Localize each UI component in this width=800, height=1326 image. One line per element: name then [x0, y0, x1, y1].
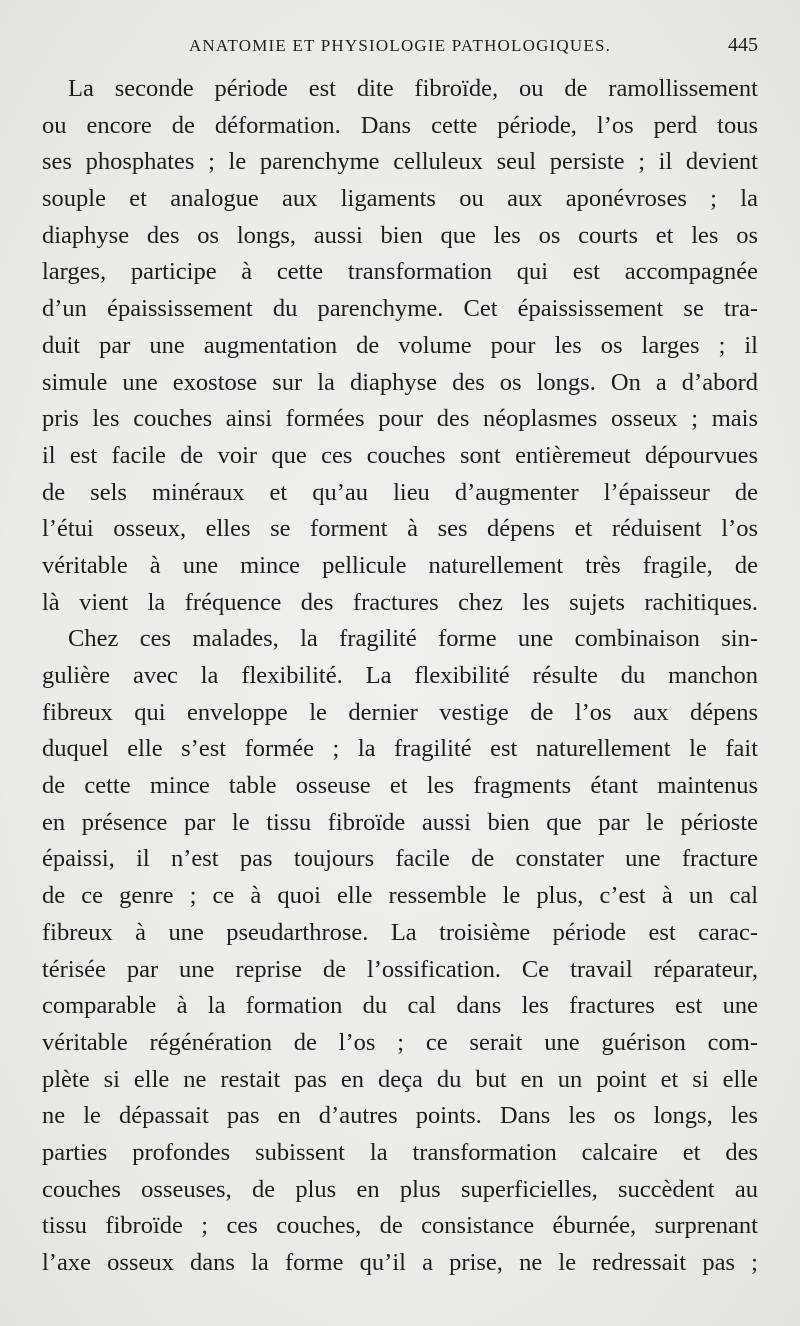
text-line: Chez ces malades, la fragilité forme une combinaison sin- [68, 625, 758, 653]
text-line: véritable régénération de l’os ; ce serait une guérison com- [42, 1028, 758, 1056]
text-line: pris les couches ainsi formées pour des néoplasmes osseux ; mais [42, 405, 758, 433]
page-number: 445 [728, 34, 758, 56]
text-line: épaissi, il n’est pas toujours facile de constater une fracture [42, 845, 758, 873]
paragraph-1 [42, 71, 758, 621]
text-line: gulière avec la flexibilité. La flexibilité résulte du manchon [42, 662, 758, 689]
text-line: larges, participe à cette transformation qui est accompagnée [42, 258, 758, 286]
text-line: l’axe osseux dans la forme qu’il a prise, ne le redressait pas ; [42, 1249, 758, 1276]
text-line: de cette mince table osseuse et les fragments étant maintenus [42, 772, 758, 800]
text-line: en présence par le tissu fibroïde aussi bien que par le périoste [42, 808, 758, 836]
page-header [42, 34, 758, 62]
text-line: duit par une augmentation de volume pour les os larges ; il [42, 331, 758, 359]
text-line: là vient la fréquence des fractures chez les sujets rachitiques. [42, 588, 758, 616]
text-line: véritable à une mince pellicule naturellement très fragile, de [42, 551, 758, 579]
text-line: l’étui osseux, elles se forment à ses dépens et réduisent l’os [42, 515, 758, 543]
text-line: de sels minéraux et qu’au lieu d’augmenter l’épaisseur de [42, 478, 758, 506]
text-line: fibreux qui enveloppe le dernier vestige de l’os aux dépens [42, 698, 758, 726]
text-line: il est facile de voir que ces couches sont entièremeut dépourvues [42, 441, 758, 469]
text-line: couches osseuses, de plus en plus superficielles, succèdent au [42, 1175, 758, 1203]
text-line: ses phosphates ; le parenchyme celluleux seul persiste ; il devient [42, 148, 758, 176]
body-text [42, 71, 758, 1282]
text-line: ne le dépassait pas en d’autres points. Dans les os longs, les [42, 1102, 758, 1130]
text-line: duquel elle s’est formée ; la fragilité est naturellement le fait [42, 735, 758, 763]
text-line: térisée par une reprise de l’ossification. Ce travail réparateur, [42, 955, 758, 983]
text-line: plète si elle ne restait pas en deça du but en un point et si elle [42, 1065, 758, 1093]
text-line: ou encore de déformation. Dans cette période, l’os perd tous [42, 111, 758, 139]
text-line: La seconde période est dite fibroïde, ou de ramollissement [68, 75, 758, 102]
text-line: comparable à la formation du cal dans les fractures est une [42, 992, 758, 1020]
paragraph-2 [42, 621, 758, 1281]
text-line: simule une exostose sur la diaphyse des os longs. On a d’abord [42, 368, 758, 396]
text-line: parties profondes subissent la transformation calcaire et des [42, 1138, 758, 1166]
text-line: souple et analogue aux ligaments ou aux aponévroses ; la [42, 185, 758, 213]
running-title: ANATOMIE ET PHYSIOLOGIE PATHOLOGIQUES. [188, 36, 612, 55]
text-line: d’un épaississement du parenchyme. Cet épaississement se tra- [42, 295, 758, 323]
text-line: diaphyse des os longs, aussi bien que les os courts et les os [42, 221, 758, 249]
text-line: fibreux à une pseudarthrose. La troisième période est carac- [42, 918, 758, 946]
text-line: de ce genre ; ce à quoi elle ressemble le plus, c’est à un cal [42, 882, 758, 910]
text-line: tissu fibroïde ; ces couches, de consistance éburnée, surprenant [42, 1212, 758, 1240]
